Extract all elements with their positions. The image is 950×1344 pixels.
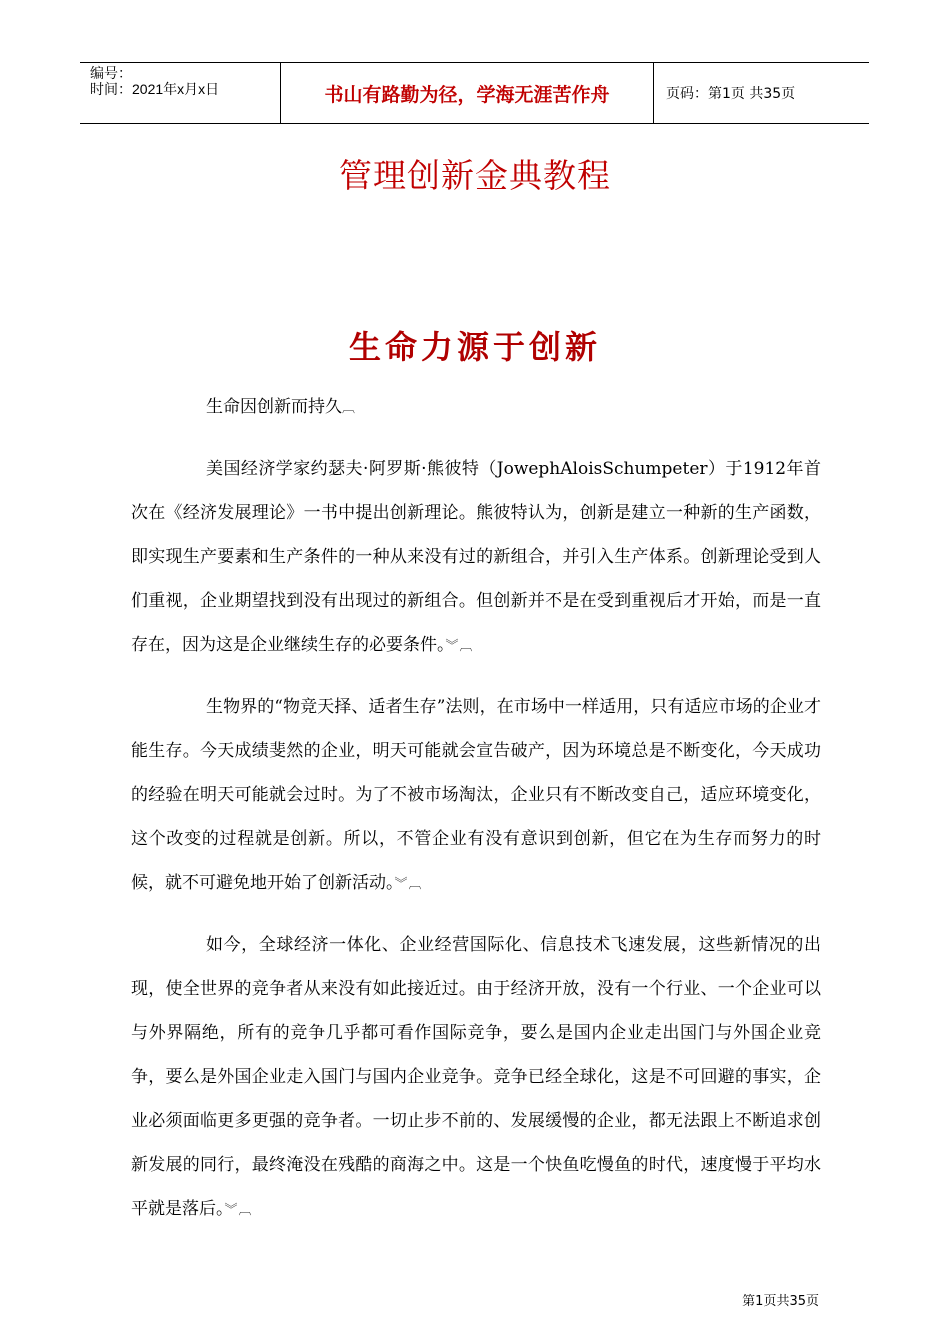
paragraph-2: [131, 685, 821, 907]
lead-line: [131, 385, 821, 431]
header-meta-cell: [80, 63, 281, 123]
header-table: [80, 62, 869, 124]
lead-text: 生命因创新而持久: [206, 397, 342, 417]
paragraph-3-mark: ︾︹: [224, 1203, 253, 1218]
paragraph-2-mark: ︾︹: [394, 877, 423, 892]
lead-mark: ︹: [342, 401, 357, 416]
paragraph-3-text: 如今，全球经济一体化、企业经营国际化、信息技术飞速发展，这些新情况的出现，使全世界的竞争者从来没有如此接近过。由于经济开放，没有一个行业、一个企业可以与外界隔绝，所有的竞争几乎都可看作国际竞争，要么是国内企业走出国门与外国企业竞争，要么是外国企业走入国门与国内企业竞争。竞争已经全球化，这是不可回避的事实，企业必须面临更多更强的竞争者。一切止步不前的、发展缓慢的企业，都无法跟上不断追求创新发展的同行，最终淹没在残酷的商海之中。这是一个快鱼吃慢鱼的时代，速度慢于平均水平就是落后。: [131, 935, 821, 1219]
document-title: 管理创新金典教程: [339, 156, 611, 195]
header-motto-cell: [281, 63, 654, 123]
number-label: 编号：: [90, 65, 132, 81]
header-page-cell: [654, 63, 869, 123]
document-body: [131, 385, 821, 1249]
motto-text: 书山有路勤为径，学海无涯苦作舟: [324, 83, 610, 106]
paragraph-1: [131, 447, 821, 669]
footer-page-info: 第1页共35页: [742, 1294, 819, 1309]
paragraph-1-mark: ︾︹: [445, 639, 474, 654]
paragraph-1-text: 美国经济学家约瑟夫·阿罗斯·熊彼特（JowephAloisSchumpeter）于1912年首次在《经济发展理论》一书中提出创新理论。熊彼特认为，创新是建立一种新的生产函数，即实现生产要素和生产条件的一种从来没有过的新组合，并引入生产体系。创新理论受到人们重视，企业期望找到没有出现过的新组合。但创新并不是在受到重视后才开始，而是一直存在，因为这是企业继续生存的必要条件。: [131, 459, 821, 655]
section-title: 生命力源于创新: [348, 328, 601, 366]
paragraph-2-text: 生物界的“物竞天择、适者生存”法则，在市场中一样适用，只有适应市场的企业才能生存。今天成绩斐然的企业，明天可能就会宣告破产，因为环境总是不断变化，今天成功的经验在明天可能就会过时。为了不被市场淘汰，企业只有不断改变自己，适应环境变化，这个改变的过程就是创新。所以，不管企业有没有意识到创新，但它在为生存而努力的时候，就不可避免地开始了创新活动。: [131, 697, 821, 893]
header-page-info: 页码：第1页 共35页: [666, 86, 796, 102]
time-label: 时间：2021年x月x日: [90, 81, 220, 97]
paragraph-3: [131, 923, 821, 1233]
